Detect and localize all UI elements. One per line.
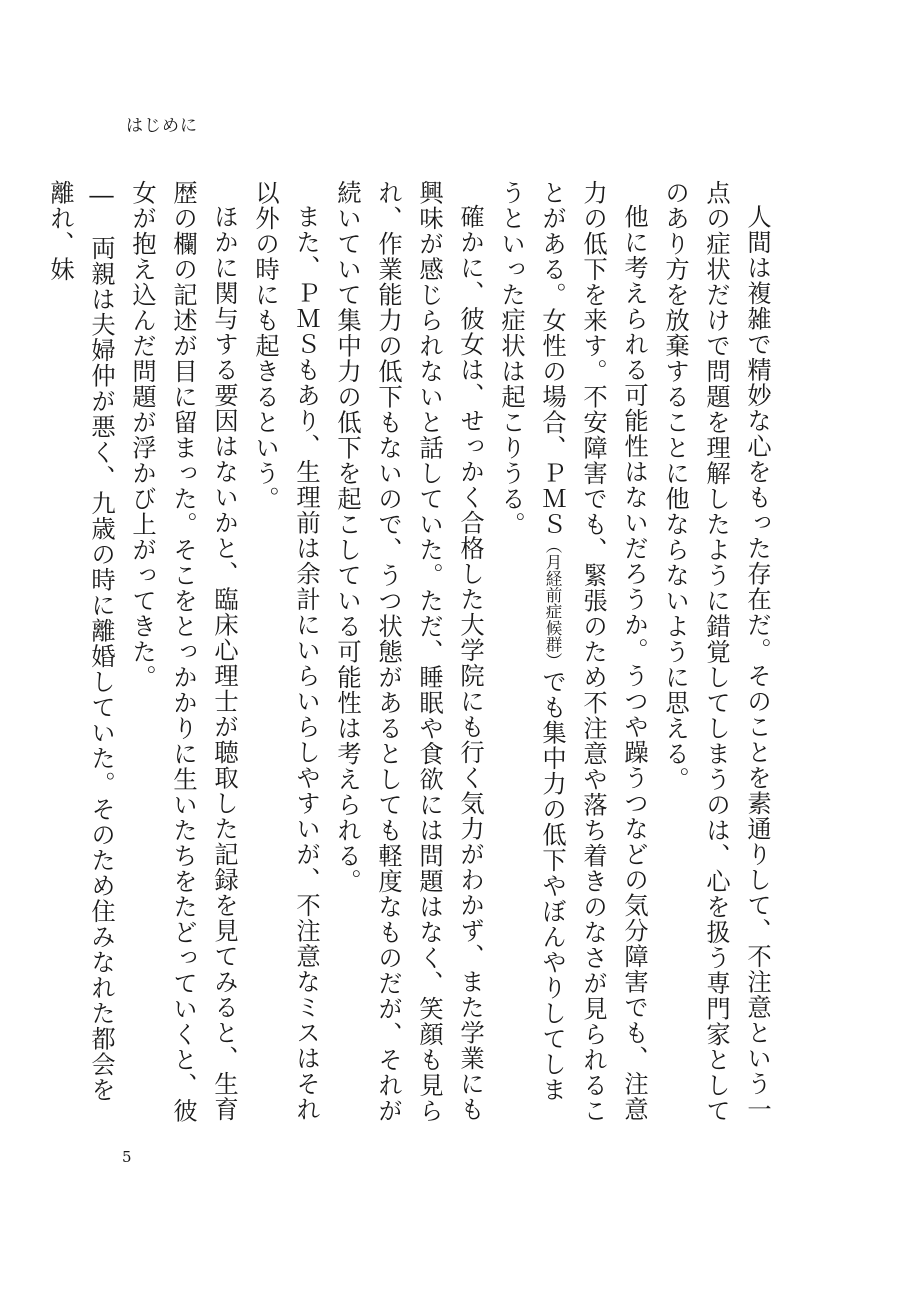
paragraph-2-text-after: でも集中力の低下やぼんやりしてしまうといった症状は起こりうる。 <box>497 180 567 1103</box>
pms-note: （月経前症候群） <box>543 537 562 670</box>
paragraph-4: また、ＰＭＳもあり、生理前は余計にいらいらしやすいが、不注意なミスはそれ以外の時にも起きるという。 <box>251 180 321 1123</box>
running-head: はじめに <box>126 116 198 136</box>
paragraph-2 <box>491 180 655 1128</box>
body-text <box>40 180 778 1128</box>
paragraph-3: 確かに、彼女は、せっかく合格した大学院にも行く気力がわかず、また学業にも興味が感じられないと話していた。ただ、睡眠や食欲には問題はなく、笑顔も見られ、作業能力の低下もないので、うつ状態があるとしても軽度なものだが、それが続いていて集中力の低下を起こしている可能性は考えられる。 <box>333 180 485 1124</box>
paragraph-5: ほかに関与する要因はないかと、臨床心理士が聴取した記録を見てみると、生育歴の欄の記述が目に留まった。そこをとっかかりに生いたちをたどっていくと、彼女が抱え込んだ問題が浮かび上がってきた。 <box>128 180 239 1124</box>
page-number: 5 <box>122 1148 132 1166</box>
paragraph-2-text: 他に考えられる可能性はないだろうか。うつや躁うつなどの気分障害でも、注意力の低下を来す。不安障害でも、緊張のため不注意や落ち着きのなさが見られることがある。女性の場合、ＰＭＳ <box>538 180 649 1124</box>
paragraph-1: 人間は複雑で精妙な心をもった存在だ。そのことを素通りして、不注意という一点の症状だけで問題を理解したように錯覚してしまうのは、心を扱う専門家としてのあり方を放棄することに他ならないように思える。 <box>661 180 772 1124</box>
paragraph-6: ― 両親は夫婦仲が悪く、九歳の時に離婚していた。そのため住みなれた都会を離れ、妹 <box>46 180 116 1103</box>
